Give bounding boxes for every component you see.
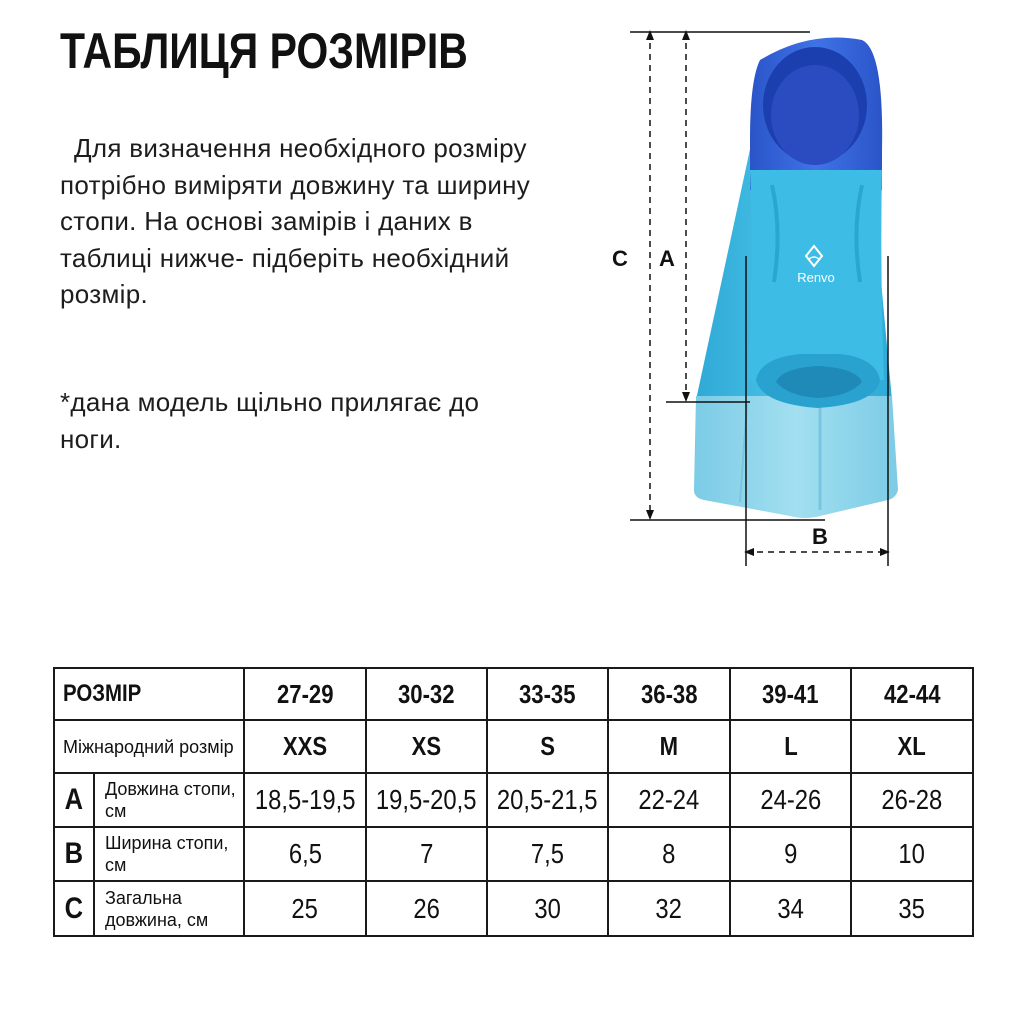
table-cell: 34 xyxy=(730,881,851,936)
header-size-cell: 30-32 xyxy=(366,668,487,720)
table-cell: 32 xyxy=(608,881,730,936)
label-c: C xyxy=(612,246,628,271)
row-letter-c: C xyxy=(54,881,94,936)
table-cell: 24-26 xyxy=(730,773,851,827)
header-size-cell: 39-41 xyxy=(730,668,851,720)
page-title: ТАБЛИЦЯ РОЗМІРІВ xyxy=(60,23,468,79)
table-row-b xyxy=(54,827,973,881)
row-label-total-length: Загальна довжина, см xyxy=(94,881,244,936)
intl-size-cell: XL xyxy=(851,720,973,773)
header-size-cell: 33-35 xyxy=(487,668,608,720)
header-size-cell: 36-38 xyxy=(608,668,730,720)
intl-size-cell: L xyxy=(730,720,851,773)
table-cell: 9 xyxy=(730,827,851,881)
table-cell: 26 xyxy=(366,881,487,936)
label-a: A xyxy=(659,246,675,271)
size-table xyxy=(53,667,974,937)
table-cell: 35 xyxy=(851,881,973,936)
table-cell: 10 xyxy=(851,827,973,881)
table-cell: 20,5-21,5 xyxy=(487,773,608,827)
row-label-foot-length: Довжина стопи, см xyxy=(94,773,244,827)
description-text xyxy=(60,130,540,313)
header-size-label: РОЗМІР xyxy=(54,668,244,720)
fit-note: *дана модель щільно прилягає до ноги. xyxy=(60,387,480,454)
table-cell: 19,5-20,5 xyxy=(366,773,487,827)
table-cell: 30 xyxy=(487,881,608,936)
label-b: B xyxy=(812,524,828,549)
table-cell: 25 xyxy=(244,881,366,936)
intl-size-cell: XS xyxy=(366,720,487,773)
intl-size-label: Міжнародний розмір xyxy=(54,720,244,773)
table-cell: 26-28 xyxy=(851,773,973,827)
table-cell: 18,5-19,5 xyxy=(244,773,366,827)
fin-illustration xyxy=(600,20,920,580)
table-row-a xyxy=(54,773,973,827)
table-cell: 7,5 xyxy=(487,827,608,881)
intl-size-cell: XXS xyxy=(244,720,366,773)
table-cell: 22-24 xyxy=(608,773,730,827)
table-row-intl xyxy=(54,720,973,773)
intl-size-cell: M xyxy=(608,720,730,773)
fin-diagram xyxy=(600,20,920,580)
description-body: Для визначення необхідного розміру потрібно виміряти довжину та ширину стопи. На основі замірів і даних в таблиці нижче- підберіть необхідний розмір. xyxy=(60,133,531,309)
table-cell: 7 xyxy=(366,827,487,881)
table-row-c xyxy=(54,881,973,936)
fin-blade-tip xyxy=(694,396,898,518)
table-header-row xyxy=(54,668,973,720)
row-letter-b: B xyxy=(54,827,94,881)
brand-name: Renvo xyxy=(797,270,835,285)
table-cell: 6,5 xyxy=(244,827,366,881)
header-size-cell: 27-29 xyxy=(244,668,366,720)
row-letter-a: A xyxy=(54,773,94,827)
table-cell: 8 xyxy=(608,827,730,881)
intl-size-cell: S xyxy=(487,720,608,773)
row-label-foot-width: Ширина стопи, см xyxy=(94,827,244,881)
header-size-cell: 42-44 xyxy=(851,668,973,720)
